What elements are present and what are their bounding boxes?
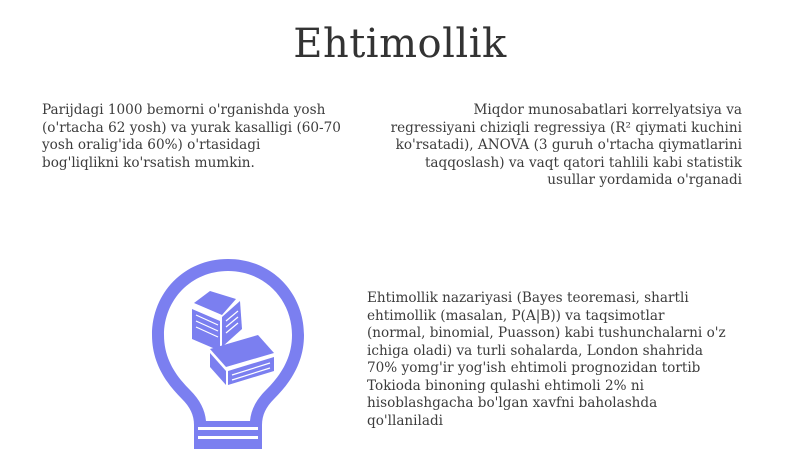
lightbulb-book-icon	[148, 255, 308, 449]
text-block-left: Parijdagi 1000 bemorni o'rganishda yosh (o'rtacha 62 yosh) va yurak kasalligi (60-70 yosh oralig'ida 60%) o'rtasidagi bog'liqlikni ko'rsatish mumkin.	[42, 102, 341, 171]
text-block-right: Miqdor munosabatlari korrelyatsiya va regressiyani chiziqli regressiya (R² qiymati kuchini ko'rsatadi), ANOVA (3 guruh o'rtacha qiymatlarini taqqoslash) va vaqt qatori tahlili kabi statistik usullar yordamida o'rganadi	[390, 102, 742, 188]
slide-title: Ehtimollik	[293, 21, 507, 67]
text-block-bottom: Ehtimollik nazariyasi (Bayes teoremasi, shartli ehtimollik (masalan, P(A|B)) va taqsimotlar (normal, binomial, Puasson) kabi tushunchalarni o'z ichiga oladi) va turli sohalarda, London shahrida 70% yomg'ir yog'ish ehtimoli prognozidan tortib Tokioda binoning qulashi ehtimoli 2% ni hisoblashgacha bo'lgan xavfni baholashda qo'llaniladi	[367, 290, 726, 429]
